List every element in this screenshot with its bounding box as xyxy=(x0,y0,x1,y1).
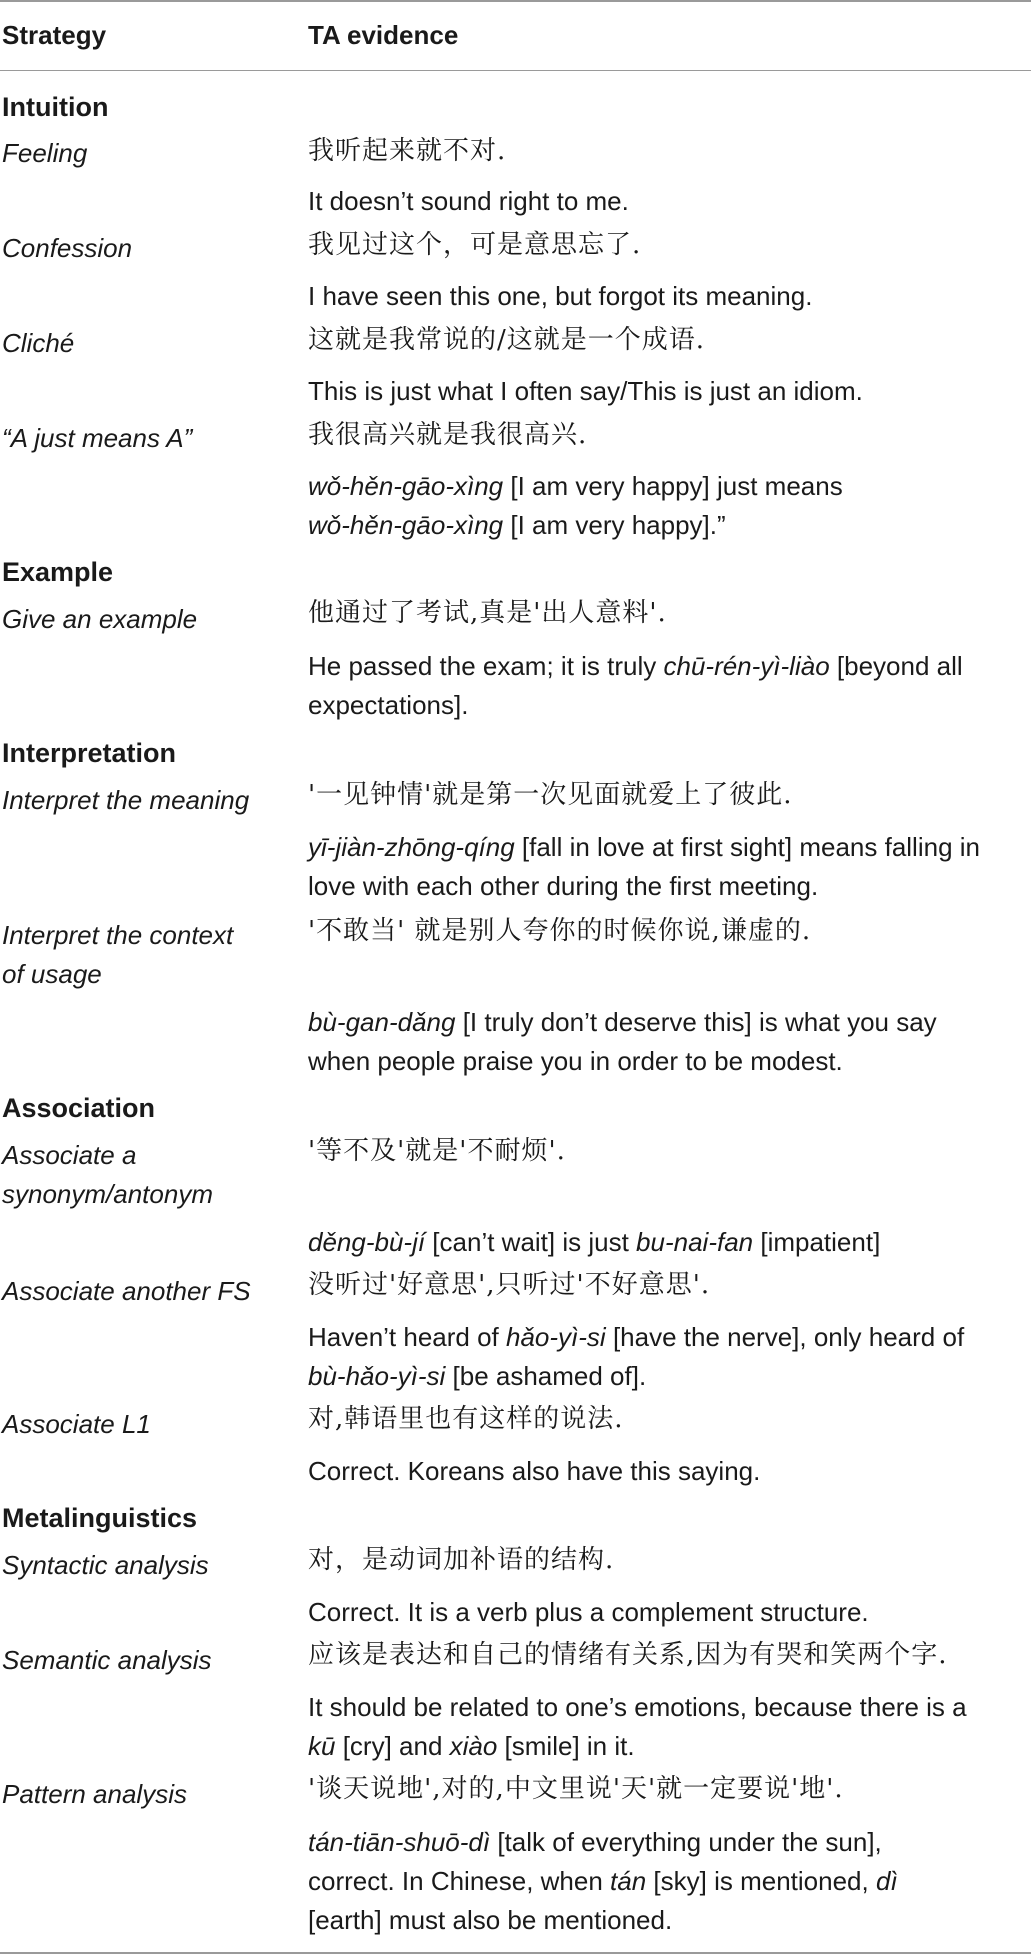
strategy-syntactic: Syntactic analysis xyxy=(2,1550,209,1580)
strategy-cliche: Cliché xyxy=(2,328,75,358)
evidence-zh-semantic: 应该是表达和自己的情绪有关系,因为有哭和笑两个字. xyxy=(308,1640,948,1670)
evidence-en-associate-fs-line1: Haven’t heard of hǎo-yì-si [have the nerve], only heard of xyxy=(308,1322,965,1352)
evidence-zh-cliche: 这就是我常说的/这就是一个成语. xyxy=(308,325,706,355)
evidence-en-interpret-meaning-line1: yī-jiàn-zhōng-qíng [fall in love at first sight] means falling in xyxy=(308,832,980,862)
group-association: Association xyxy=(2,1093,156,1123)
table-bottom-rule xyxy=(0,1952,1031,1954)
group-interpretation: Interpretation xyxy=(2,738,177,768)
evidence-en-interpret-context-line2: when people praise you in order to be modest. xyxy=(308,1046,843,1076)
evidence-en-feeling: It doesn’t sound right to me. xyxy=(308,186,629,216)
evidence-en-associate-fs-line2: bù-hǎo-yì-si [be ashamed of]. xyxy=(308,1361,647,1391)
evidence-en-pattern-line2: correct. In Chinese, when tán [sky] is mentioned, dì xyxy=(308,1866,898,1896)
evidence-en-synonym: děng-bù-jí [can’t wait] is just bu-nai-fan [impatient] xyxy=(308,1227,881,1257)
evidence-zh-confession: 我见过这个，可是意思忘了. xyxy=(308,230,642,260)
evidence-en-give-an-example-line1: He passed the exam; it is truly chū-rén-yì-liào [beyond all xyxy=(308,651,963,681)
strategy-associate-l1: Associate L1 xyxy=(2,1409,151,1439)
evidence-zh-feeling: 我听起来就不对. xyxy=(308,136,507,166)
evidence-en-cliche: This is just what I often say/This is just an idiom. xyxy=(308,376,863,406)
evidence-zh-associate-fs: 没听过'好意思',只听过'不好意思'. xyxy=(308,1270,711,1300)
evidence-zh-pattern: '谈天说地',对的,中文里说'天'就一定要说'地'. xyxy=(308,1774,844,1804)
evidence-en-give-an-example-line2: expectations]. xyxy=(308,690,469,720)
strategy-interpret-context-line1: Interpret the context xyxy=(2,920,234,950)
evidence-en-semantic-line2: kū [cry] and xiào [smile] in it. xyxy=(308,1731,635,1761)
strategy-confession: Confession xyxy=(2,233,133,263)
evidence-zh-syntactic: 对，是动词加补语的结构. xyxy=(308,1545,615,1575)
strategy-semantic: Semantic analysis xyxy=(2,1645,212,1675)
evidence-zh-interpret-meaning: '一见钟情'就是第一次见面就爱上了彼此. xyxy=(308,780,793,810)
strategy-pattern: Pattern analysis xyxy=(2,1779,187,1809)
strategy-feeling: Feeling xyxy=(2,138,88,168)
strategy-synonym-line2: synonym/antonym xyxy=(2,1179,213,1209)
evidence-en-a-just-means-a-line2: wǒ-hěn-gāo-xìng [I am very happy].” xyxy=(308,510,726,540)
group-intuition: Intuition xyxy=(2,92,109,122)
evidence-en-a-just-means-a-line1: wǒ-hěn-gāo-xìng [I am very happy] just means xyxy=(308,471,843,501)
evidence-en-semantic-line1: It should be related to one’s emotions, because there is a xyxy=(308,1692,967,1722)
table-header-rule xyxy=(0,70,1031,71)
evidence-zh-interpret-context: '不敢当' 就是别人夸你的时候你说,谦虚的. xyxy=(308,916,812,946)
strategy-give-an-example: Give an example xyxy=(2,604,198,634)
strategy-synonym-line1: Associate a xyxy=(2,1140,137,1170)
evidence-en-interpret-meaning-line2: love with each other during the first meeting. xyxy=(308,871,819,901)
header-strategy: Strategy xyxy=(2,20,107,50)
strategy-a-just-means-a: “A just means A” xyxy=(2,423,193,453)
group-example: Example xyxy=(2,557,114,587)
evidence-zh-a-just-means-a: 我很高兴就是我很高兴. xyxy=(308,420,588,450)
strategy-interpret-context-line2: of usage xyxy=(2,959,102,989)
evidence-zh-associate-l1: 对,韩语里也有这样的说法. xyxy=(308,1404,624,1434)
evidence-en-pattern-line1: tán-tiān-shuō-dì [talk of everything under the sun], xyxy=(308,1827,882,1857)
group-metalinguistics: Metalinguistics xyxy=(2,1503,198,1533)
evidence-zh-synonym: '等不及'就是'不耐烦'. xyxy=(308,1136,566,1166)
header-ta-evidence: TA evidence xyxy=(308,20,459,50)
table-top-rule xyxy=(0,0,1031,2)
evidence-en-syntactic: Correct. It is a verb plus a complement structure. xyxy=(308,1597,869,1627)
evidence-zh-give-an-example: 他通过了考试,真是'出人意料'. xyxy=(308,598,667,628)
evidence-en-confession: I have seen this one, but forgot its meaning. xyxy=(308,281,813,311)
strategy-associate-fs: Associate another FS xyxy=(2,1276,251,1306)
strategy-interpret-meaning: Interpret the meaning xyxy=(2,785,250,815)
evidence-en-pattern-line3: [earth] must also be mentioned. xyxy=(308,1905,673,1935)
evidence-en-interpret-context-line1: bù-gan-dǎng [I truly don’t deserve this] is what you say xyxy=(308,1007,937,1037)
evidence-en-associate-l1: Correct. Koreans also have this saying. xyxy=(308,1456,761,1486)
